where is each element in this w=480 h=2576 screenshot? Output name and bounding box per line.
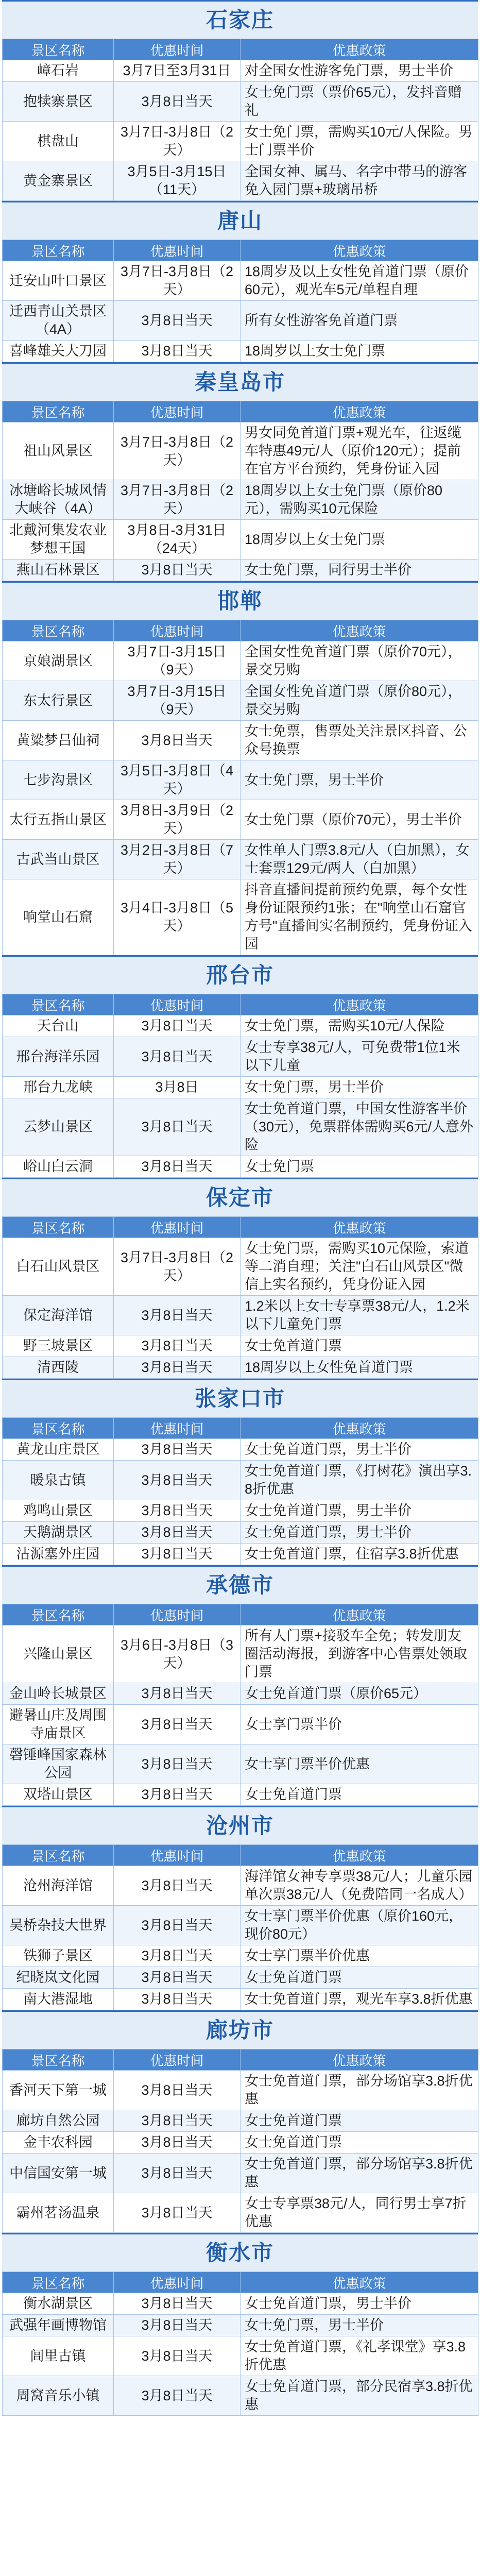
scenic-name-cell: 武强年画博物馆 — [3, 2315, 114, 2336]
policy-column-header: 优惠政策 — [241, 1217, 478, 1238]
scenic-name-cell: 燕山石林景区 — [3, 560, 114, 581]
discount-policy-cell: 男女同免首道门票+观光车，往返缆车特惠49元/人（原价120元）；提前在官方平台预约，凭身份证入园 — [241, 422, 478, 480]
discount-policy-cell: 抖音直播间提前预约免票，每个女性身份证限预约1张；在"响堂山石窟官方号"直播间实名制预约，凭身份证入园 — [241, 879, 478, 955]
discount-policy-cell: 女士免门票（原价70元），男士半价 — [241, 800, 478, 840]
time-column-header: 优惠时间 — [114, 1604, 241, 1625]
city-title: 唐山 — [2, 201, 478, 240]
discount-policy-cell: 女性单人门票3.8元/人（白加黑），女士套票129元/两人（白加黑） — [241, 840, 478, 879]
table-row — [3, 681, 478, 721]
scenic-name-cell: 迁安山叶口景区 — [3, 261, 114, 301]
discount-time-cell: 3月8日当天 — [114, 1945, 241, 1967]
scenic-name-cell: 抱犊寨景区 — [3, 82, 114, 122]
discount-policy-cell: 女士免首道门票 — [241, 2132, 478, 2154]
name-column-header: 景区名称 — [3, 1845, 114, 1866]
city-section — [2, 0, 478, 201]
discount-time-cell: 3月8日当天 — [114, 2193, 241, 2233]
table-row — [3, 341, 478, 362]
scenic-name-cell: 邢台九龙峡 — [3, 1077, 114, 1098]
table-row — [3, 2193, 478, 2233]
discount-time-cell: 3月8日 — [114, 1077, 241, 1098]
time-column-header: 优惠时间 — [114, 994, 241, 1015]
city-title: 保定市 — [2, 1178, 478, 1216]
city-section — [2, 201, 478, 362]
table-header-row — [3, 1217, 478, 1238]
table-row — [3, 161, 478, 201]
table-header-row — [3, 1418, 478, 1439]
discount-policy-cell: 女士免首道门票，《礼孝课堂》享3.8折优惠 — [241, 2336, 478, 2376]
discount-policy-cell: 女士专享38元/人，可免费带1位1米以下儿童 — [241, 1037, 478, 1077]
table-row — [3, 82, 478, 122]
city-title: 沧州市 — [2, 1806, 478, 1844]
discount-time-cell: 3月8日-3月9日（2天） — [114, 800, 241, 840]
discount-policy-cell: 女士免首道门票，《打树花》演出享3.8折优惠 — [241, 1461, 478, 1500]
discount-time-cell: 3月5日-3月8日（4天） — [114, 760, 241, 800]
discount-time-cell: 3月8日当天 — [114, 2071, 241, 2110]
table-row — [3, 1037, 478, 1077]
discount-time-cell: 3月6日-3月8日（3天） — [114, 1625, 241, 1683]
policy-column-header: 优惠政策 — [241, 620, 478, 641]
discount-policy-cell: 所有女性游客免首道门票 — [241, 301, 478, 341]
discount-policy-cell: 女士享门票半价优惠 — [241, 1744, 478, 1784]
city-title: 邢台市 — [2, 955, 478, 994]
discount-policy-cell: 女士免首道门票，住宿享3.8折优惠 — [241, 1544, 478, 1565]
scenic-name-cell: 京娘湖景区 — [3, 641, 114, 681]
discount-table — [2, 620, 478, 955]
scenic-name-cell: 避暑山庄及周围寺庙景区 — [3, 1705, 114, 1744]
discount-time-cell: 3月7日-3月8日（2天） — [114, 261, 241, 301]
table-row — [3, 2154, 478, 2193]
discount-time-cell: 3月2日-3月8日（7天） — [114, 840, 241, 879]
table-row — [3, 1967, 478, 1989]
table-row — [3, 1866, 478, 1906]
discount-policy-cell: 所有人门票+接驳车全免；转发朋友圈活动海报，到游客中心售票处领取门票 — [241, 1625, 478, 1683]
table-row — [3, 721, 478, 760]
discount-policy-cell: 1.2米以上女士专享票38元/人，1.2米以下儿童免门票 — [241, 1296, 478, 1335]
policy-column-header: 优惠政策 — [241, 401, 478, 422]
table-row — [3, 301, 478, 341]
table-row — [3, 1238, 478, 1296]
table-row — [3, 1744, 478, 1784]
name-column-header: 景区名称 — [3, 1418, 114, 1439]
table-row — [3, 840, 478, 879]
city-title: 廊坊市 — [2, 2010, 478, 2049]
discount-policy-cell: 全国女神、属马、名字中带马的游客免入园门票+玻璃吊桥 — [241, 161, 478, 201]
name-column-header: 景区名称 — [3, 39, 114, 60]
policy-column-header: 优惠政策 — [241, 240, 478, 261]
discount-time-cell: 3月8日当天 — [114, 2315, 241, 2336]
table-row — [3, 1544, 478, 1565]
discount-policy-cell: 18周岁以上女性免首道门票 — [241, 1357, 478, 1379]
scenic-name-cell: 棋盘山 — [3, 122, 114, 161]
city-section — [2, 1806, 478, 2010]
scenic-name-cell: 白石山风景区 — [3, 1238, 114, 1296]
time-column-header: 优惠时间 — [114, 2272, 241, 2293]
discount-policy-cell: 女士免首道门票，男士半价 — [241, 1439, 478, 1461]
scenic-name-cell: 磬锤峰国家森林公园 — [3, 1744, 114, 1784]
policy-column-header: 优惠政策 — [241, 1845, 478, 1866]
discount-time-cell: 3月8日当天 — [114, 1744, 241, 1784]
discount-time-cell: 3月8日当天 — [114, 2110, 241, 2132]
discount-policy-cell: 18周岁以上女士免门票 — [241, 341, 478, 362]
scenic-name-cell: 吴桥杂技大世界 — [3, 1906, 114, 1945]
discount-time-cell: 3月8日当天 — [114, 1296, 241, 1335]
table-row — [3, 1439, 478, 1461]
scenic-name-cell: 黄粱梦吕仙祠 — [3, 721, 114, 760]
discount-policy-cell: 对全国女性游客免门票，男士半价 — [241, 60, 478, 82]
table-row — [3, 422, 478, 480]
city-section — [2, 1379, 478, 1565]
city-section — [2, 2233, 478, 2416]
discount-time-cell: 3月8日当天 — [114, 1967, 241, 1989]
discount-policy-cell: 全国女性免首道门票（原价70元），景交另购 — [241, 641, 478, 681]
discount-table — [2, 994, 478, 1178]
discount-table — [2, 2272, 478, 2416]
discount-time-cell: 3月8日当天 — [114, 1705, 241, 1744]
table-header-row — [3, 994, 478, 1015]
discount-time-cell: 3月7日-3月8日（2天） — [114, 480, 241, 520]
scenic-name-cell: 黄金寨景区 — [3, 161, 114, 201]
discount-table — [2, 240, 478, 362]
discount-policy-cell: 女士免首道门票，男士半价 — [241, 1500, 478, 1522]
table-row — [3, 2315, 478, 2336]
table-row — [3, 1500, 478, 1522]
time-column-header: 优惠时间 — [114, 2049, 241, 2071]
discount-time-cell: 3月8日当天 — [114, 1335, 241, 1357]
discount-time-cell: 3月8日当天 — [114, 560, 241, 581]
scenic-name-cell: 纪晓岚文化园 — [3, 1967, 114, 1989]
table-row — [3, 1906, 478, 1945]
discount-time-cell: 3月8日当天 — [114, 1156, 241, 1178]
city-section — [2, 1565, 478, 1806]
policy-column-header: 优惠政策 — [241, 1418, 478, 1439]
discount-time-cell: 3月8日当天 — [114, 1015, 241, 1037]
scenic-name-cell: 古武当山景区 — [3, 840, 114, 879]
table-row — [3, 1098, 478, 1156]
discount-time-cell: 3月8日当天 — [114, 2376, 241, 2416]
discount-policy-cell: 女士免首道门票，中国女性游客半价（30元），免票群体需购买6元/人意外险 — [241, 1098, 478, 1156]
discount-time-cell: 3月8日当天 — [114, 2154, 241, 2193]
scenic-name-cell: 铁狮子景区 — [3, 1945, 114, 1967]
discount-policy-cell: 18周岁以上女士免门票 — [241, 520, 478, 560]
discount-policy-cell: 18周岁以上女士免门票（原价80元），需购买10元保险 — [241, 480, 478, 520]
table-row — [3, 1705, 478, 1744]
scenic-name-cell: 双塔山景区 — [3, 1784, 114, 1806]
scenic-name-cell: 清西陵 — [3, 1357, 114, 1379]
scenic-name-cell: 冰塘峪长城风情大峡谷（4A） — [3, 480, 114, 520]
scenic-name-cell: 响堂山石窟 — [3, 879, 114, 955]
policy-column-header: 优惠政策 — [241, 2272, 478, 2293]
scenic-name-cell: 兴隆山景区 — [3, 1625, 114, 1683]
city-section — [2, 362, 478, 581]
table-row — [3, 1461, 478, 1500]
discount-policy-cell: 女士免门票，需购买10元/人保险。男士门票半价 — [241, 122, 478, 161]
table-row — [3, 879, 478, 955]
scenic-name-cell: 嶂石岩 — [3, 60, 114, 82]
discount-time-cell: 3月8日当天 — [114, 1098, 241, 1156]
discount-time-cell: 3月8日当天 — [114, 1439, 241, 1461]
table-row — [3, 1625, 478, 1683]
policy-column-header: 优惠政策 — [241, 39, 478, 60]
table-row — [3, 2376, 478, 2416]
table-row — [3, 60, 478, 82]
scenic-name-cell: 金丰农科园 — [3, 2132, 114, 2154]
discount-policy-cell: 女士免首道门票（原价65元） — [241, 1683, 478, 1705]
scenic-name-cell: 香河天下第一城 — [3, 2071, 114, 2110]
time-column-header: 优惠时间 — [114, 1418, 241, 1439]
discount-policy-cell: 女士免首道门票 — [241, 1335, 478, 1357]
table-row — [3, 2293, 478, 2315]
scenic-name-cell: 太行五指山景区 — [3, 800, 114, 840]
city-title: 邯郸 — [2, 581, 478, 620]
table-row — [3, 1522, 478, 1544]
scenic-name-cell: 保定海洋馆 — [3, 1296, 114, 1335]
table-row — [3, 2110, 478, 2132]
table-header-row — [3, 1604, 478, 1625]
scenic-name-cell: 峪山白云洞 — [3, 1156, 114, 1178]
city-title: 石家庄 — [2, 0, 478, 39]
table-row — [3, 2071, 478, 2110]
discount-time-cell: 3月8日当天 — [114, 1461, 241, 1500]
discount-policy-cell: 女士免首道门票 — [241, 1967, 478, 1989]
discount-time-cell: 3月8日当天 — [114, 1683, 241, 1705]
discount-time-cell: 3月7日至3月31日 — [114, 60, 241, 82]
name-column-header: 景区名称 — [3, 2272, 114, 2293]
table-header-row — [3, 401, 478, 422]
table-row — [3, 520, 478, 560]
discount-policy-cell: 全国女性免首道门票（原价80元），景交另购 — [241, 681, 478, 721]
discount-time-cell: 3月8日当天 — [114, 82, 241, 122]
discount-table — [2, 401, 478, 581]
scenic-name-cell: 北戴河集发农业梦想王国 — [3, 520, 114, 560]
discount-time-cell: 3月8日当天 — [114, 1500, 241, 1522]
table-row — [3, 1945, 478, 1967]
discount-policy-cell: 女士免门票，需购买10元/人保险 — [241, 1015, 478, 1037]
discount-policy-cell: 18周岁及以上女性免首道门票（原价60元），观光车5元/单程自理 — [241, 261, 478, 301]
table-header-row — [3, 2272, 478, 2293]
time-column-header: 优惠时间 — [114, 39, 241, 60]
table-row — [3, 641, 478, 681]
scenic-name-cell: 天鹅湖景区 — [3, 1522, 114, 1544]
policy-column-header: 优惠政策 — [241, 1604, 478, 1625]
name-column-header: 景区名称 — [3, 401, 114, 422]
table-row — [3, 1683, 478, 1705]
scenic-name-cell: 周窝音乐小镇 — [3, 2376, 114, 2416]
discount-policy-cell: 海洋馆女神专享票38元/人；儿童乐园单次票38元/人（免费陪同一名成人） — [241, 1866, 478, 1906]
table-row — [3, 1989, 478, 2010]
city-section — [2, 955, 478, 1178]
table-header-row — [3, 39, 478, 60]
name-column-header: 景区名称 — [3, 620, 114, 641]
policy-column-header: 优惠政策 — [241, 994, 478, 1015]
scenic-name-cell: 沧州海洋馆 — [3, 1866, 114, 1906]
discount-policy-cell: 女士免门票，男士半价 — [241, 2315, 478, 2336]
scenic-name-cell: 七步沟景区 — [3, 760, 114, 800]
scenic-name-cell: 暖泉古镇 — [3, 1461, 114, 1500]
table-row — [3, 1296, 478, 1335]
city-section — [2, 581, 478, 955]
scenic-name-cell: 祖山风景区 — [3, 422, 114, 480]
discount-policy-cell: 女士免首道门票 — [241, 1784, 478, 1806]
table-row — [3, 800, 478, 840]
discount-policy-cell: 女士免首道门票，部分场馆享3.8折优惠 — [241, 2071, 478, 2110]
discount-time-cell: 3月7日-3月15日（9天） — [114, 641, 241, 681]
table-row — [3, 560, 478, 581]
discount-policy-cell: 女士免门票 — [241, 1156, 478, 1178]
discount-time-cell: 3月8日当天 — [114, 1989, 241, 2010]
table-row — [3, 1015, 478, 1037]
discount-time-cell: 3月8日当天 — [114, 721, 241, 760]
discount-policy-cell: 女士免门票，需购买10元保险，索道等二消自理；关注"白石山风景区"微信上实名预约，凭身份证入园 — [241, 1238, 478, 1296]
discount-policy-cell: 女士免门票，男士半价 — [241, 760, 478, 800]
scenic-name-cell: 喜峰雄关大刀园 — [3, 341, 114, 362]
discount-time-cell: 3月8日当天 — [114, 1784, 241, 1806]
scenic-name-cell: 中信国安第一城 — [3, 2154, 114, 2193]
scenic-name-cell: 野三坡景区 — [3, 1335, 114, 1357]
discount-policy-cell: 女士免首道门票，男士半价 — [241, 2293, 478, 2315]
discount-time-cell: 3月7日-3月8日（2天） — [114, 122, 241, 161]
discount-policy-cell: 女士享门票半价优惠 — [241, 1945, 478, 1967]
city-title: 秦皇岛市 — [2, 362, 478, 401]
scenic-name-cell: 鸡鸣山景区 — [3, 1500, 114, 1522]
table-header-row — [3, 240, 478, 261]
name-column-header: 景区名称 — [3, 2049, 114, 2071]
discount-time-cell: 3月7日-3月15日（9天） — [114, 681, 241, 721]
name-column-header: 景区名称 — [3, 1217, 114, 1238]
city-title: 衡水市 — [2, 2233, 478, 2272]
discount-time-cell: 3月8日当天 — [114, 1522, 241, 1544]
discount-policy-cell: 女士免票，售票处关注景区抖音、公众号换票 — [241, 721, 478, 760]
discount-time-cell: 3月7日-3月8日（2天） — [114, 422, 241, 480]
discount-policy-cell: 女士免门票，同行男士半价 — [241, 560, 478, 581]
discount-time-cell: 3月5日-3月15日（11天） — [114, 161, 241, 201]
discount-policy-cell: 女士免首道门票，部分民宿享3.8折优惠 — [241, 2376, 478, 2416]
city-title: 承德市 — [2, 1565, 478, 1604]
discount-time-cell: 3月8日当天 — [114, 1866, 241, 1906]
discount-time-cell: 3月8日当天 — [114, 1037, 241, 1077]
discount-time-cell: 3月8日当天 — [114, 2336, 241, 2376]
discount-time-cell: 3月8日当天 — [114, 301, 241, 341]
discount-time-cell: 3月8日当天 — [114, 2132, 241, 2154]
scenic-name-cell: 闾里古镇 — [3, 2336, 114, 2376]
scenic-name-cell: 金山岭长城景区 — [3, 1683, 114, 1705]
name-column-header: 景区名称 — [3, 1604, 114, 1625]
scenic-name-cell: 迁西青山关景区（4A） — [3, 301, 114, 341]
discount-policy-cell: 女士免首道门票，部分场馆享3.8折优惠 — [241, 2154, 478, 2193]
city-section — [2, 1178, 478, 1379]
table-header-row — [3, 620, 478, 641]
city-title: 张家口市 — [2, 1379, 478, 1417]
discount-policy-cell: 女士免门票（票价65元），发抖音赠礼 — [241, 82, 478, 122]
discount-time-cell: 3月8日当天 — [114, 1357, 241, 1379]
discount-table — [2, 1604, 478, 1806]
discount-policy-cell: 女士专享票38元/人，同行男士享7折优惠 — [241, 2193, 478, 2233]
discount-time-cell: 3月8日当天 — [114, 341, 241, 362]
scenic-name-cell: 沽源塞外庄园 — [3, 1544, 114, 1565]
scenic-name-cell: 云梦山景区 — [3, 1098, 114, 1156]
discount-table — [2, 1216, 478, 1379]
discount-policy-cell: 女士免首道门票，观光车享3.8折优惠 — [241, 1989, 478, 2010]
time-column-header: 优惠时间 — [114, 401, 241, 422]
name-column-header: 景区名称 — [3, 994, 114, 1015]
table-header-row — [3, 1845, 478, 1866]
table-row — [3, 480, 478, 520]
scenic-name-cell: 天台山 — [3, 1015, 114, 1037]
table-header-row — [3, 2049, 478, 2071]
discount-policy-cell: 女士免门票，男士半价 — [241, 1077, 478, 1098]
city-section — [2, 2010, 478, 2233]
discount-policy-cell: 女士免首道门票 — [241, 2110, 478, 2132]
table-row — [3, 122, 478, 161]
discount-policy-cell: 女士享门票半价 — [241, 1705, 478, 1744]
scenic-name-cell: 黄龙山庄景区 — [3, 1439, 114, 1461]
time-column-header: 优惠时间 — [114, 620, 241, 641]
discount-policy-cell: 女士免首道门票，男士半价 — [241, 1522, 478, 1544]
policy-column-header: 优惠政策 — [241, 2049, 478, 2071]
discount-table — [2, 2049, 478, 2233]
table-row — [3, 2336, 478, 2376]
table-row — [3, 1077, 478, 1098]
table-row — [3, 1357, 478, 1379]
discount-time-cell: 3月8日当天 — [114, 1544, 241, 1565]
discount-policy-cell: 女士享门票半价优惠（原价160元，现价80元） — [241, 1906, 478, 1945]
scenic-name-cell: 廊坊自然公园 — [3, 2110, 114, 2132]
discount-table — [2, 1417, 478, 1565]
scenic-name-cell: 邢台海洋乐园 — [3, 1037, 114, 1077]
scenic-name-cell: 南大港湿地 — [3, 1989, 114, 2010]
discount-time-cell: 3月8日-3月31日（24天） — [114, 520, 241, 560]
time-column-header: 优惠时间 — [114, 240, 241, 261]
discount-time-cell: 3月7日-3月8日（2天） — [114, 1238, 241, 1296]
discount-time-cell: 3月8日当天 — [114, 1906, 241, 1945]
discount-time-cell: 3月4日-3月8日（5天） — [114, 879, 241, 955]
time-column-header: 优惠时间 — [114, 1845, 241, 1866]
table-row — [3, 760, 478, 800]
name-column-header: 景区名称 — [3, 240, 114, 261]
time-column-header: 优惠时间 — [114, 1217, 241, 1238]
table-row — [3, 261, 478, 301]
table-row — [3, 1335, 478, 1357]
discount-table — [2, 39, 478, 201]
table-row — [3, 1156, 478, 1178]
scenic-name-cell: 衡水湖景区 — [3, 2293, 114, 2315]
table-row — [3, 2132, 478, 2154]
scenic-name-cell: 霸州茗汤温泉 — [3, 2193, 114, 2233]
scenic-name-cell: 东太行景区 — [3, 681, 114, 721]
discount-time-cell: 3月8日当天 — [114, 2293, 241, 2315]
table-row — [3, 1784, 478, 1806]
discount-table — [2, 1844, 478, 2010]
